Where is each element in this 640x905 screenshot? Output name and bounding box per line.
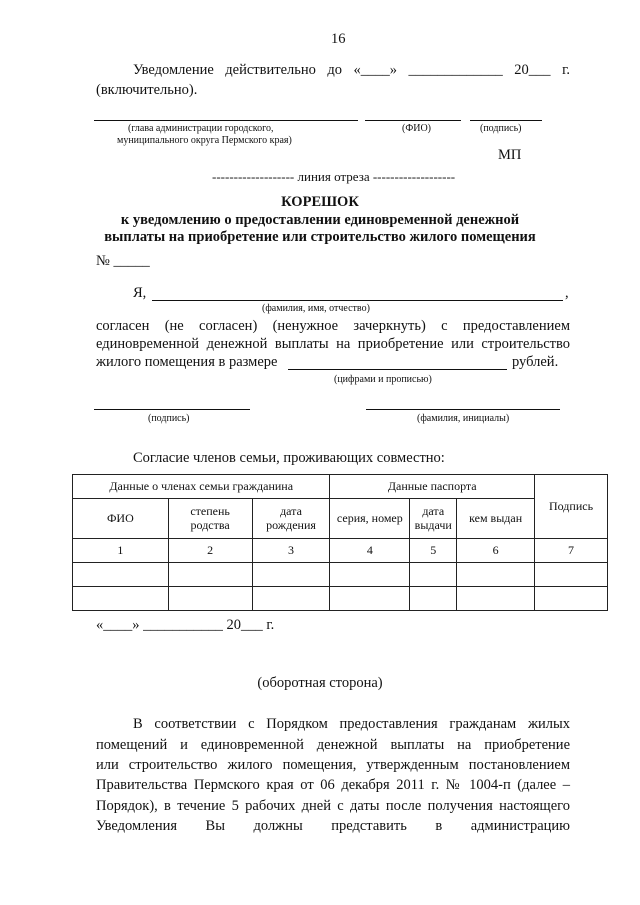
- applicant-surname-line: [366, 409, 560, 410]
- col-number: 6: [457, 539, 535, 563]
- name-line: [152, 300, 563, 301]
- head-caption-1: (глава администрации городского,: [128, 123, 274, 134]
- table-cell[interactable]: [168, 587, 252, 611]
- i-label: Я,: [133, 285, 147, 301]
- table-cell[interactable]: [410, 587, 457, 611]
- col-number: 4: [330, 539, 410, 563]
- page-number: 16: [331, 31, 346, 47]
- stub-number: № _____: [96, 253, 150, 269]
- reverse-line-2: помещений и единовременной денежной выплаты на приобретение: [96, 737, 570, 753]
- amount-line: [288, 369, 507, 370]
- col-number: 5: [410, 539, 457, 563]
- col-number: 1: [73, 539, 169, 563]
- col-header-relation: степень родства: [168, 499, 252, 539]
- table-cell[interactable]: [535, 563, 608, 587]
- head-caption-2: муниципального округа Пермского края): [117, 135, 292, 146]
- table-cell[interactable]: [168, 563, 252, 587]
- family-heading: Согласие членов семьи, проживающих совместно:: [133, 450, 445, 466]
- consent-line-3-end: рублей.: [512, 354, 559, 370]
- table-row: [73, 539, 608, 563]
- consent-line-1: согласен (не согласен) (ненужное зачеркнуть) с предоставлением: [96, 318, 570, 334]
- fio-line: [365, 120, 461, 121]
- col-header-issued-by: кем выдан: [457, 499, 535, 539]
- col-header-signature: Подпись: [535, 475, 608, 539]
- col-number: 7: [535, 539, 608, 563]
- col-header-issue-date: дата выдачи: [410, 499, 457, 539]
- table-cell[interactable]: [73, 587, 169, 611]
- reverse-side-label: (оборотная сторона): [257, 675, 383, 691]
- table-cell[interactable]: [330, 563, 410, 587]
- notice-valid-until: Уведомление действительно до «____» _____________ 20___ г.: [133, 62, 570, 78]
- table-cell[interactable]: [457, 563, 535, 587]
- reverse-line-5: Порядок), в течение 5 рабочих дней с даты после получения настоящего: [96, 798, 570, 814]
- col-number: 3: [252, 539, 330, 563]
- sign-caption: (подпись): [148, 413, 190, 424]
- signature-line: [470, 120, 542, 121]
- reverse-line-1: В соответствии с Порядком предоставления гражданам жилых: [133, 716, 570, 732]
- stub-subtitle-1: к уведомлению о предоставлении единовременной денежной: [120, 212, 520, 228]
- reverse-line-3: или строительство жилого помещения, утвержденным постановлением: [96, 757, 570, 773]
- consent-line-3-start: жилого помещения в размере: [96, 354, 278, 370]
- col-header-birth-date: дата рождения: [252, 499, 330, 539]
- amount-caption: (цифрами и прописью): [334, 374, 432, 385]
- date-line: «____» ___________ 20___ г.: [96, 617, 275, 633]
- notice-inclusive: (включительно).: [96, 82, 198, 98]
- reverse-line-6: Уведомления Вы должны представить в администрацию: [96, 818, 570, 834]
- table-cell[interactable]: [73, 563, 169, 587]
- group-member-data-header: Данные о членах семьи гражданина: [73, 475, 330, 499]
- table-cell[interactable]: [330, 587, 410, 611]
- table-row: [73, 563, 608, 587]
- surname-caption: (фамилия, инициалы): [417, 413, 510, 424]
- reverse-line-4: Правительства Пермского края от 06 декабря 2011 г. № 1004-п (далее –: [96, 777, 570, 793]
- stub-subtitle-2: выплаты на приобретение или строительство жилого помещения: [104, 229, 536, 245]
- signature-caption: (подпись): [480, 123, 522, 134]
- col-header-series-number: серия, номер: [330, 499, 410, 539]
- cut-line: ------------------- линия отреза -------------------: [212, 169, 456, 184]
- consent-line-2: единовременной денежной выплаты на приобретение или строительство: [96, 336, 570, 352]
- stamp-label: МП: [498, 147, 522, 163]
- table-cell[interactable]: [535, 587, 608, 611]
- family-table: [72, 474, 608, 611]
- table-cell[interactable]: [252, 563, 330, 587]
- name-caption: (фамилия, имя, отчество): [262, 303, 370, 314]
- table-cell[interactable]: [252, 587, 330, 611]
- i-tail: ,: [565, 285, 569, 301]
- stub-title: КОРЕШОК: [281, 194, 359, 210]
- applicant-signature-line: [94, 409, 250, 410]
- col-header-fio: ФИО: [73, 499, 169, 539]
- fio-caption: (ФИО): [402, 123, 432, 134]
- group-passport-header: Данные паспорта: [330, 475, 535, 499]
- col-number: 2: [168, 539, 252, 563]
- head-signature-line: [94, 120, 358, 121]
- table-cell[interactable]: [457, 587, 535, 611]
- table-row: [73, 587, 608, 611]
- table-cell[interactable]: [410, 563, 457, 587]
